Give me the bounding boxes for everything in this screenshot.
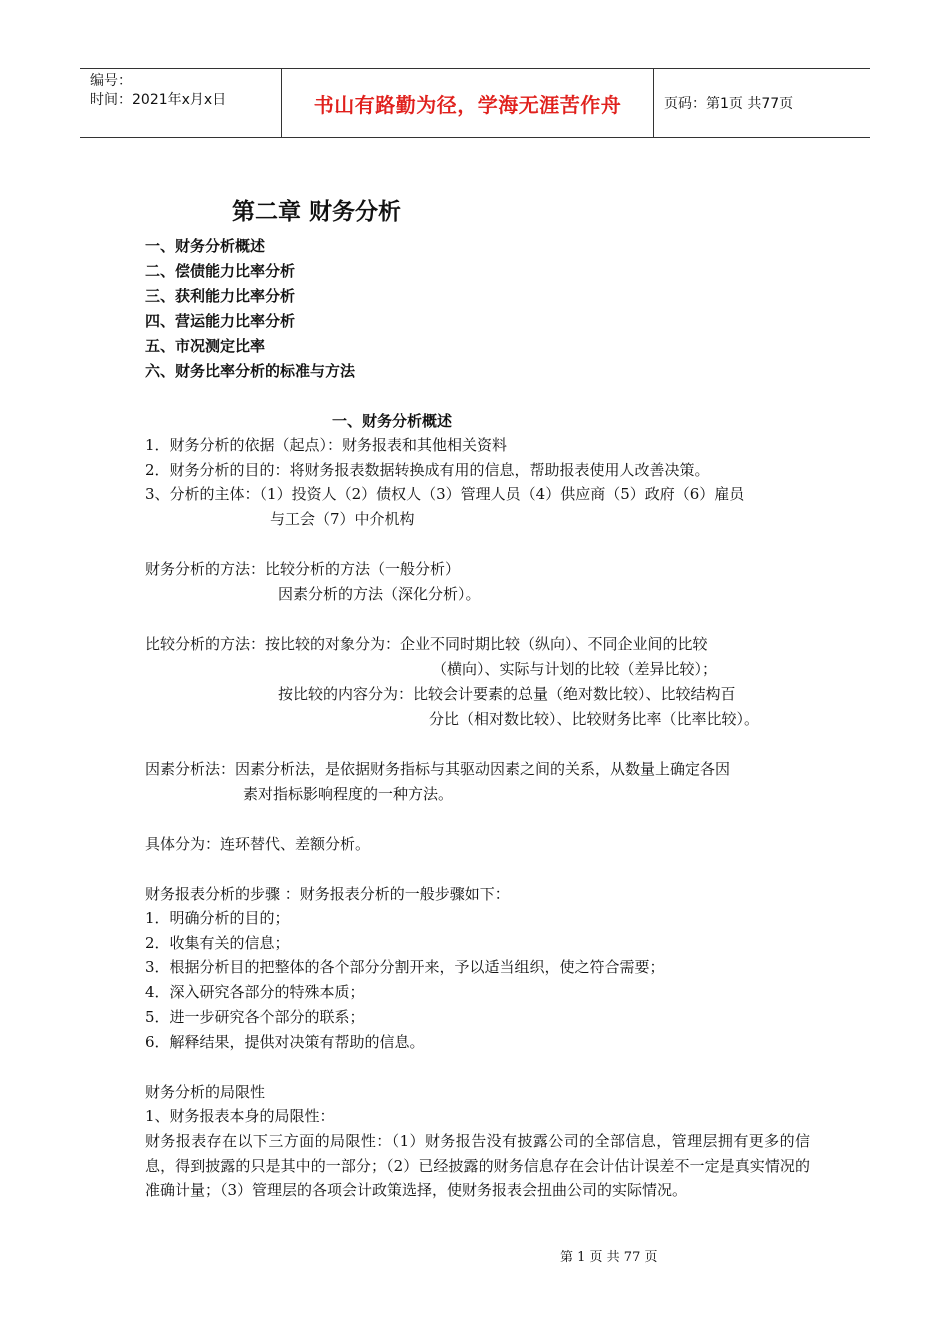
section-title: 一、财务分析概述 (332, 412, 453, 430)
chapter-title: 第二章 财务分析 (232, 199, 402, 225)
step-item: 5．进一步研究各个部分的联系； (145, 1008, 365, 1026)
subjects-line-1: 3、分析的主体：（1）投资人（2）债权人（3）管理人员（4）供应商（5）政府（6）雇员 (145, 485, 745, 503)
header-motto-cell (281, 69, 654, 137)
page-footer: 第 1 页 共 77 页 (560, 1250, 658, 1265)
methods-line-1: 财务分析的方法：比较分析的方法（一般分析） (145, 560, 461, 578)
step-item: 6．解释结果，提供对决策有帮助的信息。 (145, 1033, 425, 1051)
step-item: 2．收集有关的信息； (145, 934, 290, 952)
comparison-line-4: 分比（相对数比较）、比较财务比率（比率比较）。 (429, 710, 760, 728)
time-label: 时间：2021年x月x日 (90, 92, 227, 108)
page-label: 页码：第1页 共77页 (664, 96, 794, 112)
limitations-title: 财务分析的局限性 (145, 1083, 266, 1101)
toc-item: 一、财务分析概述 (145, 237, 266, 255)
comparison-line-3: 按比较的内容分为：比较会计要素的总量（绝对数比较）、比较结构百 (278, 685, 736, 703)
limitations-paragraph: 财务报表存在以下三方面的局限性：（1）财务报告没有披露公司的全部信息，管理层拥有更多的信息，得到披露的只是其中的一部分；（2）已经披露的财务信息存在会计估计误差不一定是真实情况的准确计量；（3）管理层的各项会计政策选择，使财务报表会扭曲公司的实际情况。 (145, 1132, 810, 1199)
toc-item: 四、营运能力比率分析 (145, 312, 296, 330)
purpose-line: 2．财务分析的目的：将财务报表数据转换成有用的信息，帮助报表使用人改善决策。 (145, 461, 710, 479)
header-page-cell (654, 69, 870, 137)
comparison-line-2: （横向）、实际与计划的比较（差异比较）； (432, 660, 718, 678)
comparison-line-1: 比较分析的方法：按比较的对象分为：企业不同时期比较（纵向）、不同企业间的比较 (145, 635, 708, 653)
header-meta (80, 69, 281, 137)
number-label: 编号： (90, 73, 132, 89)
table-of-contents (145, 234, 355, 384)
subjects-line-2: 与工会（7）中介机构 (270, 510, 415, 528)
limitations-subtitle: 1、财务报表本身的局限性： (145, 1107, 335, 1125)
step-item: 4．深入研究各部分的特殊本质； (145, 983, 365, 1001)
step-item: 3．根据分析目的把整体的各个部分分割开来，予以适当组织，使之符合需要； (145, 958, 665, 976)
toc-item: 五、市况测定比率 (145, 337, 266, 355)
methods-line-2: 因素分析的方法（深化分析）。 (278, 585, 481, 603)
steps-title: 财务报表分析的步骤 ：财务报表分析的一般步骤如下： (145, 885, 510, 903)
toc-item: 六、财务比率分析的标准与方法 (145, 362, 356, 380)
step-item: 1．明确分析的目的； (145, 909, 290, 927)
page-header (80, 68, 870, 138)
factor-line-2: 素对指标影响程度的一种方法。 (243, 785, 454, 803)
factor-line-1: 因素分析法：因素分析法，是依据财务指标与其驱动因素之间的关系，从数量上确定各因 (145, 760, 731, 778)
motto: 书山有路勤为径，学海无涯苦作舟 (313, 92, 622, 117)
basis-line: 1．财务分析的依据（起点）：财务报表和其他相关资料 (145, 436, 508, 454)
toc-item: 三、获利能力比率分析 (145, 287, 296, 305)
specific-line: 具体分为：连环替代、差额分析。 (145, 835, 371, 853)
toc-item: 二、偿债能力比率分析 (145, 262, 296, 280)
